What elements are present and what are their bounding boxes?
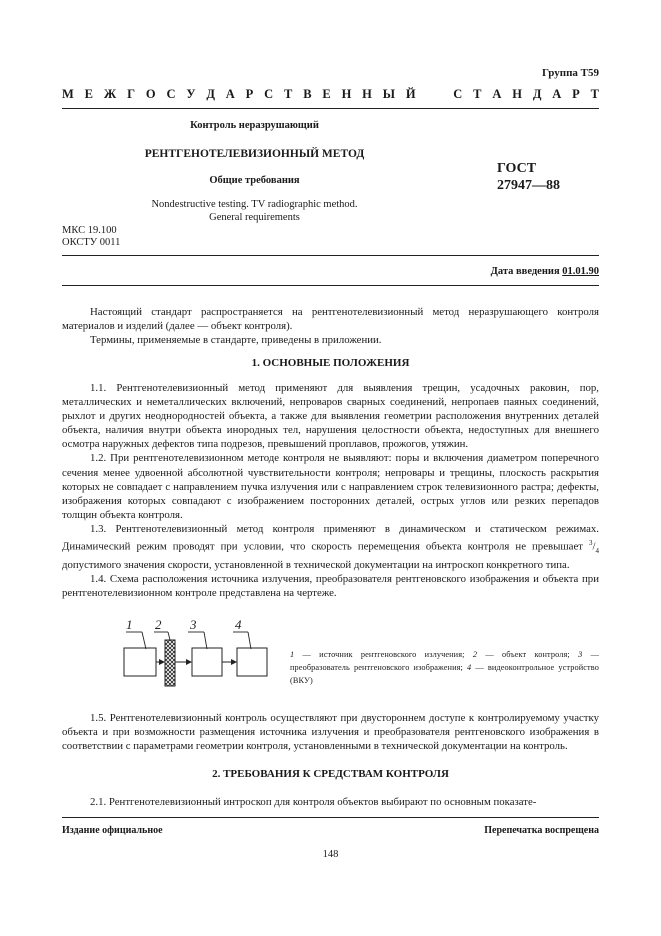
heading-word-gap <box>426 87 442 102</box>
paragraph-1-3: 1.3. Рентгенотелевизионный метод контроля применяют в динамическом и статическом режимах. Динамический режим проводят при условии, что скорость перемещения объекта контроля не превышает $^3/_4$ допустимого значения скорости, установленной в технической документации на интроскоп конкретного типа. <box>62 522 599 571</box>
footer-reprint-prohibited: Перепечатка воспрещена <box>484 825 599 836</box>
caption-number-2: 2 <box>472 650 478 659</box>
section-2-text <box>62 795 599 809</box>
paragraph-2-1: 2.1. Рентгенотелевизионный интроскоп для контроля объектов выбирают по основным показате- <box>90 796 537 808</box>
page-number: 148 <box>322 849 339 860</box>
label-3-leader <box>204 632 207 649</box>
intro-text <box>62 305 599 347</box>
title-main: РЕНТГЕНОТЕЛЕВИЗИОННЫЙ МЕТОД <box>144 148 365 160</box>
gost-label: ГОСТ <box>497 161 537 176</box>
heading-letter: Ж <box>103 87 117 101</box>
heading-letter: А <box>552 87 562 101</box>
heading-letter: М <box>62 87 74 101</box>
classification-codes <box>62 225 120 249</box>
intro-date-value: 01.01.90 <box>562 266 599 277</box>
mks-code: МКС 19.100 <box>62 225 117 236</box>
paragraph-1-2: 1.2. При рентгенотелевизионном методе контроля не выявляют: поры и включения диаметром поперечного сечения менее удвоенной абсолютной чувствительности контроля; непровары и трещины, плоскость раскрытия которых не совпадает с направлением пучка излучения или с направлением строк телевизионного растра; дефекты, изображения которых совпадают с изображением посторонних деталей, острых углов или резких перепадов толщин объекта контроля. <box>62 452 599 521</box>
label-2-leader <box>168 632 170 640</box>
image-converter-box <box>192 648 222 676</box>
heading-letter: Г <box>127 87 136 101</box>
fraction-numerator: 3 <box>588 539 593 548</box>
interstate-standard-heading <box>62 87 599 102</box>
caption-number-4: 4 <box>467 663 472 673</box>
paragraph-1-5: 1.5. Рентгенотелевизионный контроль осуществляют при двустороннем доступе к контролируемому участку объекта и при возможности размещения источника излучения и преобразователя рентгеновского изображения в соответствии с параметрами геометрии контроля, установленными в технической документации на контроль. <box>62 712 599 753</box>
heading-letter: У <box>186 87 196 101</box>
heading-letter: Р <box>572 87 580 101</box>
section-1-title: 1. ОСНОВНЫЕ ПОЛОЖЕНИЯ <box>251 357 410 369</box>
section-1-text <box>62 381 599 600</box>
heading-letter: Р <box>245 87 254 101</box>
heading-letter: С <box>264 87 274 101</box>
heading-letter: Н <box>512 87 522 101</box>
caption-number-1: 1 <box>290 650 295 659</box>
fraction-denominator: 4 <box>595 546 599 555</box>
footer-rule <box>62 817 599 818</box>
footer-official-edition: Издание официальное <box>62 825 163 836</box>
heading-letter: А <box>492 87 502 101</box>
heading-letter: С <box>453 87 463 101</box>
heading-letter: Н <box>341 87 352 101</box>
gost-number <box>497 160 560 194</box>
heading-letter: Ы <box>382 87 396 101</box>
caption-number-3: 3 <box>578 650 583 659</box>
heading-letter: Е <box>84 87 93 101</box>
heading-letter: Д <box>532 87 542 101</box>
title-sub: Контроль неразрушающий <box>190 120 319 131</box>
video-monitor-box <box>237 648 267 676</box>
intro-date-label: Дата введения <box>490 266 560 277</box>
label-1: 1 <box>126 617 133 632</box>
title-english-line2: General requirements <box>209 212 300 223</box>
okstu-code: ОКСТУ 0011 <box>62 237 121 248</box>
heading-letter: Д <box>206 87 215 101</box>
caption-text-4: — видеоконтрольное устройство (ВКУ) <box>290 663 599 686</box>
title-english-line1: Nondestructive testing. TV radiographic method. <box>151 199 358 210</box>
label-2: 2 <box>155 617 162 632</box>
heading-letter: Н <box>362 87 372 101</box>
gost-code: 27947—88 <box>497 178 560 193</box>
caption-text-2: — объект контроля; <box>477 650 579 659</box>
caption-text-3: — преобразователь рентгеновского изображения; <box>290 650 599 673</box>
group-code: Группа Т59 <box>541 67 599 79</box>
paragraph-1-1: 1.1. Рентгенотелевизионный метод применяют для выявления трещин, усадочных раковин, пор, металлических и неметаллических включений, непроваров сварных соединений, непропаев паяных соединений, рыхлот и других неоднородностей объекта, а также для выявления геометрии расположения внутренних деталей объекта, наличия внутри объекта инородных тел, нарушения целостности объекта, недоступных для внешнего осмотра наружных дефектов типа подрезов, превышений проплавов, прожогов, утяжин. <box>62 382 599 451</box>
xray-source-box <box>124 648 156 676</box>
heading-letter: А <box>225 87 235 101</box>
intro-paragraph: Термины, применяемые в стандарте, приведены в приложении. <box>90 334 382 347</box>
label-4: 4 <box>235 617 242 632</box>
paragraph-1-3-part-b: допустимого значения скорости, установленной в технической документации на интроскоп конкретного типа. <box>62 558 570 571</box>
title-english <box>62 198 447 224</box>
intro-paragraph: Настоящий стандарт распространяется на рентгенотелевизионный метод неразрушающего контроля материалов и изделий (далее — объект контроля). <box>62 306 599 333</box>
test-object-hatched <box>165 640 175 686</box>
header-rule <box>62 108 599 109</box>
title-general: Общие требования <box>209 175 300 186</box>
heading-letter: Т <box>473 87 482 101</box>
paragraph-1-3-part-a: 1.3. Рентгенотелевизионный метод контроля применяют в динамическом и статическом режимах. Динамический режим проводят при условии, что скорость перемещения объекта контроля не превышает <box>62 522 599 553</box>
paragraph-1-4: 1.4. Схема расположения источника излучения, преобразователя рентгеновского изображения и объекта при рентгенотелевизионном контроле представлена на чертеже. <box>62 572 599 600</box>
label-3: 3 <box>190 617 197 632</box>
heading-letter: Й <box>405 87 416 101</box>
heading-letter: О <box>145 87 156 101</box>
heading-letter: Е <box>322 87 331 101</box>
label-4-leader <box>248 632 251 649</box>
intro-date <box>491 266 599 277</box>
diagram-caption <box>290 648 599 688</box>
label-1-leader <box>142 632 146 649</box>
caption-text-1: — источник рентгеновского излучения; <box>294 650 473 659</box>
title-rule <box>62 255 599 256</box>
heading-letter: В <box>303 87 312 101</box>
section-2-title: 2. ТРЕБОВАНИЯ К СРЕДСТВАМ КОНТРОЛЯ <box>212 768 449 780</box>
paragraph-1-5-block <box>62 711 599 753</box>
date-rule <box>62 285 599 286</box>
heading-letter: С <box>166 87 176 101</box>
heading-letter: Т <box>590 87 599 101</box>
inspection-scheme-diagram <box>112 614 282 694</box>
heading-letter: Т <box>284 87 293 101</box>
